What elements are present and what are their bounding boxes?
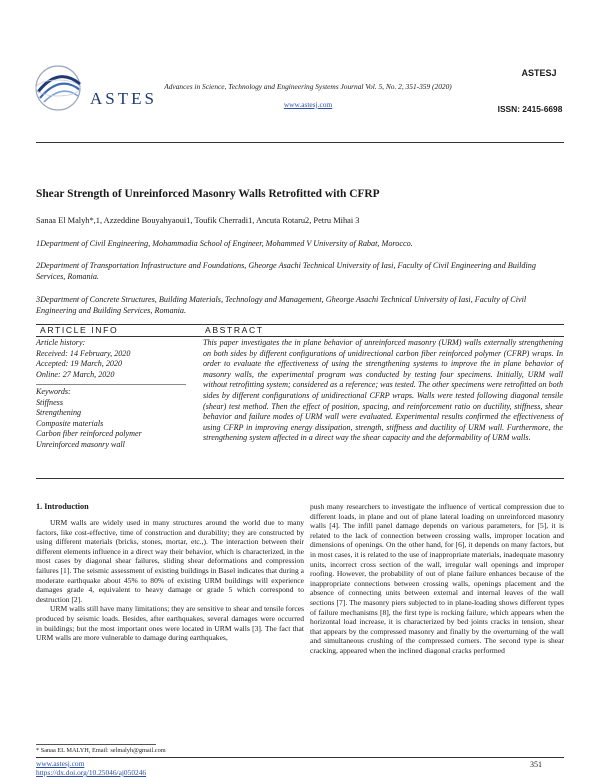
keywords-divider <box>36 384 186 385</box>
footer-divider <box>36 757 564 758</box>
abstract-heading: ABSTRACT <box>205 325 264 335</box>
keyword-item: Stiffness <box>36 397 63 407</box>
affiliation-3: 3Department of Concrete Structures, Building Materials, Technology and Management, Gheorge Asachi Technical University of Iasi, Faculty of Civil Engineering and Building Services, Romania. <box>36 295 527 315</box>
keywords-block <box>36 387 186 450</box>
journal-citation: Advances in Science, Technology and Engineering Systems Journal Vol. 5, No. 2, 351-359 (2020) <box>164 82 452 91</box>
abstract-end-divider <box>36 478 564 479</box>
keyword-item: Unreinforced masonry wall <box>36 439 125 449</box>
page-number: 351 <box>530 760 542 769</box>
header-divider <box>36 142 564 143</box>
keyword-item: Carbon fiber reinforced polymer <box>36 429 142 438</box>
footer-site-link[interactable]: www.astesj.com <box>36 759 85 768</box>
abstract-text: This paper investigates the in plane behavior of unreinforced masonry (URM) walls externally strengthening on both sides by different configurations of unidirectional carbon fiber reinforced polymer (CFRP) wraps. In order to evaluate the effectiveness of using the strengthening systems to improve the in plane behavior of masonry walls, the experimental program was conducted by testing four specimens. Initially, URM wall without retrofitting system; considered as a reference; was tested. The other specimens were retrofitted on both sides by different configurations of unidirectional CFRP wraps. Walls were tested following diagonal tensile (shear) test method. Then the effect of position, spacing, and reinforcement ratio on ductility, stiffness, shear behavior and failure modes of URM wall were evaluated. Experimental results confirmed the effectiveness of using CFRP in improving energy dissipation, strength, stiffness and ductility of URM wall. Furthermore, the strengthening system affected in a direct way the shear capacity and the deformability of URM walls. <box>203 338 563 443</box>
keywords-label: Keywords: <box>36 387 71 396</box>
journal-url-link[interactable]: www.astesj.com <box>283 100 333 109</box>
section-heading-introduction: 1. Introduction <box>36 502 89 511</box>
body-paragraph: push many researchers to investigate the influence of vertical compression due to different loads, in plane and out of plane lateral loading on unreinforced masonry walls [4]. The infill panel damage depends on various parameters, for [5], it is related to the lack of connection between crossing walls, improper location and dimensions of openings. On the other hand, for [6], it depends on many factors, but in most cases, it is related to the use of inappropriate materials, inadequate masonry units, incorrect cross section of the wall, irregular wall openings and improper roofing. However, the probability of out of plane failure enhances because of the inappropriate connections between crossing walls, openings placement and the absence of connecting units between external and internal leaves of the wall sections [7]. The masonry piers subjected to in plane-loading shows different types of failure mechanisms [8], the first type is rocking failure, which appears when the horizontal load increase, it is characterized by bed joints cracks in tension, shear that appears by the compressed masonry and finally by the overturning of the wall and simultaneous crushing of the compressed corners. The second type is shear cracking, appeared when the inclined diagonal cracks performed <box>310 502 564 655</box>
info-bottom-divider <box>36 336 564 337</box>
logo-wordmark: ASTES <box>90 89 157 108</box>
accepted-date: Accepted: 19 March, 2020 <box>36 359 123 368</box>
history-label: Article history: <box>36 338 86 347</box>
received-date: Received: 14 February, 2020 <box>36 348 131 358</box>
paper-title: Shear Strength of Unreinforced Masonry Walls Retrofitted with CFRP <box>36 188 380 200</box>
online-date: Online: 27 March, 2020 <box>36 369 115 379</box>
author-list: Sanaa El Malyh*,1, Azzeddine Bouyahyaoui1, Toufik Cherradi1, Ancuta Rotaru2, Petru Mihai 3 <box>36 216 360 225</box>
body-right-column <box>310 502 564 656</box>
body-paragraph: URM walls are widely used in many structures around the world due to many factors, like cost-effective, time of construction and durability; they are constructed by using different materials (bricks, stones, mortar, etc.,). The interaction between their different elements influence in a direct way their behavior, which is characterized, in the most cases by diagonal shear failures, sliding shear deformations and compression failures [1]. The seismic assessment of existing buildings in Basel indicates that during a moderate earthquake about 45% to 80% of existing URM buildings will experience damages grade 4, equivalent to heavy damage or grade 5 which correspond to destruction [2]. <box>36 518 304 604</box>
article-history <box>36 338 186 380</box>
doi-link[interactable]: https://dx.doi.org/10.25046/aj050246 <box>36 768 147 777</box>
keyword-item: Composite materials <box>36 418 104 428</box>
journal-brand: ASTESJ <box>521 68 557 78</box>
corresponding-author-footnote: * Sanaa EL MALYH, Email: selmalyh@gmail.com <box>36 747 166 754</box>
keyword-item: Strengthening <box>36 408 82 417</box>
article-info-heading: ARTICLE INFO <box>40 325 119 335</box>
affiliation-1: 1Department of Civil Engineering, Mohammadia School of Engineer, Mohammed V University of Rabat, Morocco. <box>36 239 413 248</box>
journal-issn: ISSN: 2415-6698 <box>497 104 563 114</box>
affiliation-2: 2Department of Transportation Infrastructure and Foundations, Gheorge Asachi Technical University of Iasi, Faculty of Civil Engineering and Building Services, Romania. <box>36 261 536 281</box>
astes-globe-icon <box>30 62 86 114</box>
astes-logo <box>30 62 157 114</box>
footnote-rule <box>36 744 156 745</box>
body-paragraph: URM walls still have many limitations; they are sensitive to shear and tensile forces produced by seismic loads. Besides, after earthquakes, several damages were occurred in buildings; but the most important ones were located in URM walls [3]. The fact that URM walls are more vulnerable to damage during earthquakes, <box>36 604 304 643</box>
body-left-column <box>36 518 304 643</box>
